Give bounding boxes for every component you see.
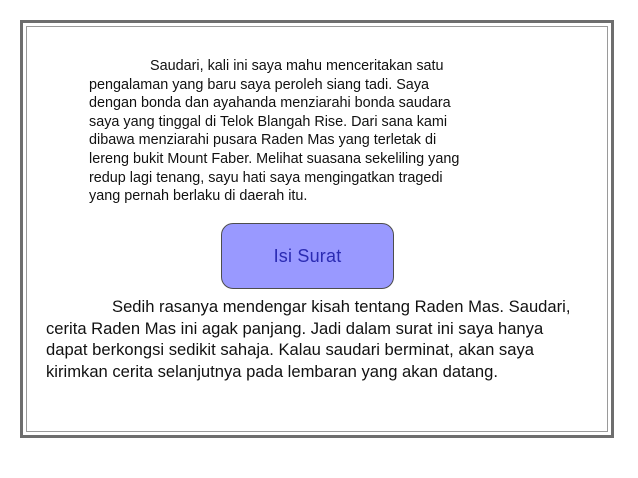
paragraph-intro-line: dengan bonda dan ayahanda menziarahi bonda saudara [89,95,451,112]
paragraph-intro-line: saya yang tinggal di Telok Blangah Rise. Dari sana kami [89,113,448,130]
paragraph-body-line: kirimkan cerita selanjutnya pada lembaran yang akan datang. [46,361,498,381]
paragraph-intro-line: dibawa menziarahi pusara Raden Mas yang terletak di [89,132,437,149]
paragraph-intro-line: Saudari, kali ini saya mahu menceritakan satu [150,58,444,74]
label-box-text: Isi Surat [273,245,342,266]
paragraph-body-line: cerita Raden Mas ini agak panjang. Jadi dalam surat ini saya hanya [46,318,544,338]
paragraph-intro-line: redup lagi tenang, sayu hati saya mengingatkan tragedi [89,169,443,186]
paragraph-intro [89,57,539,206]
paragraph-intro-line: lereng bukit Mount Faber. Melihat suasana sekeliling yang [89,150,460,167]
paragraph-intro-line: pengalaman yang baru saya peroleh siang tadi. Saya [89,76,430,93]
paragraph-body-line: dapat berkongsi sedikit sahaja. Kalau saudari berminat, akan saya [46,340,534,359]
paragraph-body-line: Sedih rasanya mendengar kisah tentang Raden Mas. Saudari, [112,297,571,316]
paragraph-intro-line: yang pernah berlaku di daerah itu. [89,188,308,205]
paragraph-body [46,296,611,382]
label-box [221,223,394,289]
